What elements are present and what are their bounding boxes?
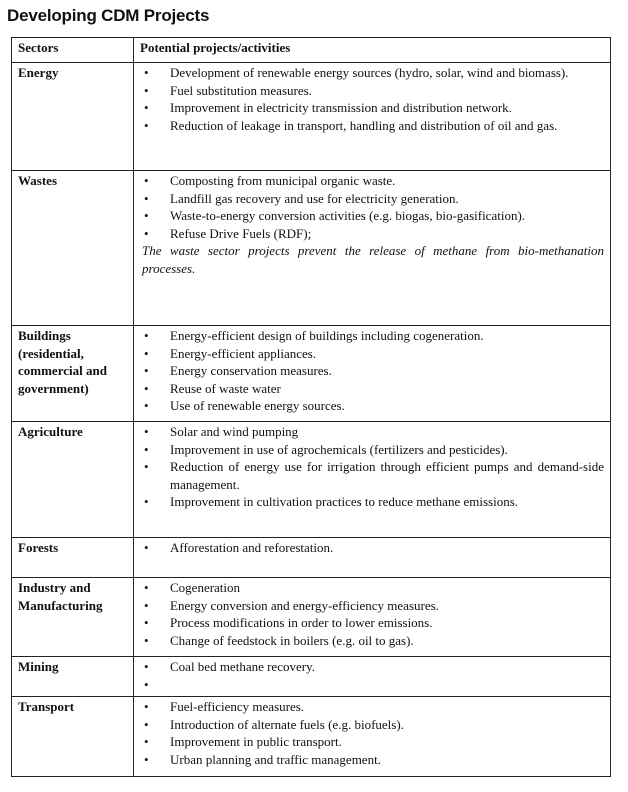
activities-list bbox=[142, 539, 604, 557]
activities-list bbox=[142, 327, 604, 415]
activities-cell bbox=[134, 326, 611, 422]
list-item: • Cogeneration bbox=[142, 579, 604, 597]
list-item: • Energy conversion and energy-efficiency measures. bbox=[142, 597, 604, 615]
list-item: • Reduction of leakage in transport, handling and distribution of oil and gas. bbox=[142, 117, 604, 135]
cdm-projects-table bbox=[11, 37, 611, 777]
activities-cell bbox=[134, 578, 611, 657]
list-item: • Reduction of energy use for irrigation through efficient pumps and demand-side management. bbox=[142, 458, 604, 493]
projects-header: Potential projects/activities bbox=[134, 38, 611, 63]
list-item: • Afforestation and reforestation. bbox=[142, 539, 604, 557]
activities-cell bbox=[134, 63, 611, 171]
sector-cell: Energy bbox=[12, 63, 134, 171]
list-item: • Change of feedstock in boilers (e.g. oil to gas). bbox=[142, 632, 604, 650]
sector-cell: Wastes bbox=[12, 171, 134, 326]
table-row bbox=[12, 657, 611, 697]
list-item: • Process modifications in order to lower emissions. bbox=[142, 614, 604, 632]
table-row bbox=[12, 326, 611, 422]
sector-cell: Industry and Manufacturing bbox=[12, 578, 134, 657]
list-item: • Improvement in use of agrochemicals (fertilizers and pesticides). bbox=[142, 441, 604, 459]
table-row bbox=[12, 697, 611, 777]
table-row bbox=[12, 171, 611, 326]
list-item: • Waste-to-energy conversion activities (e.g. biogas, bio-gasification). bbox=[142, 207, 604, 225]
table-row bbox=[12, 578, 611, 657]
list-item: • Energy-efficient design of buildings including cogeneration. bbox=[142, 327, 604, 345]
activities-cell bbox=[134, 697, 611, 777]
activities-cell bbox=[134, 422, 611, 538]
list-item: • Coal bed methane recovery. bbox=[142, 658, 604, 676]
table-row bbox=[12, 422, 611, 538]
list-item: • Fuel-efficiency measures. bbox=[142, 698, 604, 716]
list-item: • Fuel substitution measures. bbox=[142, 82, 604, 100]
activities-cell bbox=[134, 538, 611, 578]
list-item: • Development of renewable energy sources (hydro, solar, wind and biomass). bbox=[142, 64, 604, 82]
sectors-header: Sectors bbox=[12, 38, 134, 63]
activities-list bbox=[142, 658, 604, 693]
list-item: • Refuse Drive Fuels (RDF); bbox=[142, 225, 604, 243]
activities-list bbox=[142, 64, 604, 134]
list-item: • Improvement in cultivation practices to reduce methane emissions. bbox=[142, 493, 604, 511]
activities-cell bbox=[134, 171, 611, 326]
sector-cell: Forests bbox=[12, 538, 134, 578]
sector-cell: Agriculture bbox=[12, 422, 134, 538]
table-header-row bbox=[12, 38, 611, 63]
sector-cell: Buildings (residential, commercial and government) bbox=[12, 326, 134, 422]
table-row bbox=[12, 538, 611, 578]
list-item: • Landfill gas recovery and use for electricity generation. bbox=[142, 190, 604, 208]
page-title: Developing CDM Projects bbox=[7, 6, 210, 25]
activities-list bbox=[142, 423, 604, 511]
list-item: • Reuse of waste water bbox=[142, 380, 604, 398]
list-item bbox=[142, 676, 604, 693]
activities-list bbox=[142, 698, 604, 768]
list-item: • Urban planning and traffic management. bbox=[142, 751, 604, 769]
sector-cell: Transport bbox=[12, 697, 134, 777]
sector-cell: Mining bbox=[12, 657, 134, 697]
list-item: • Improvement in public transport. bbox=[142, 733, 604, 751]
waste-sector-note: The waste sector projects prevent the release of methane from bio-methanation processes. bbox=[142, 243, 604, 276]
list-item: • Introduction of alternate fuels (e.g. biofuels). bbox=[142, 716, 604, 734]
list-item: • Improvement in electricity transmission and distribution network. bbox=[142, 99, 604, 117]
table-row bbox=[12, 63, 611, 171]
activities-list bbox=[142, 172, 604, 242]
list-item: • Energy conservation measures. bbox=[142, 362, 604, 380]
list-item: • Solar and wind pumping bbox=[142, 423, 604, 441]
list-item: • Use of renewable energy sources. bbox=[142, 397, 604, 415]
activities-cell bbox=[134, 657, 611, 697]
list-item: • Composting from municipal organic waste. bbox=[142, 172, 604, 190]
activities-list bbox=[142, 579, 604, 649]
list-item: • Energy-efficient appliances. bbox=[142, 345, 604, 363]
